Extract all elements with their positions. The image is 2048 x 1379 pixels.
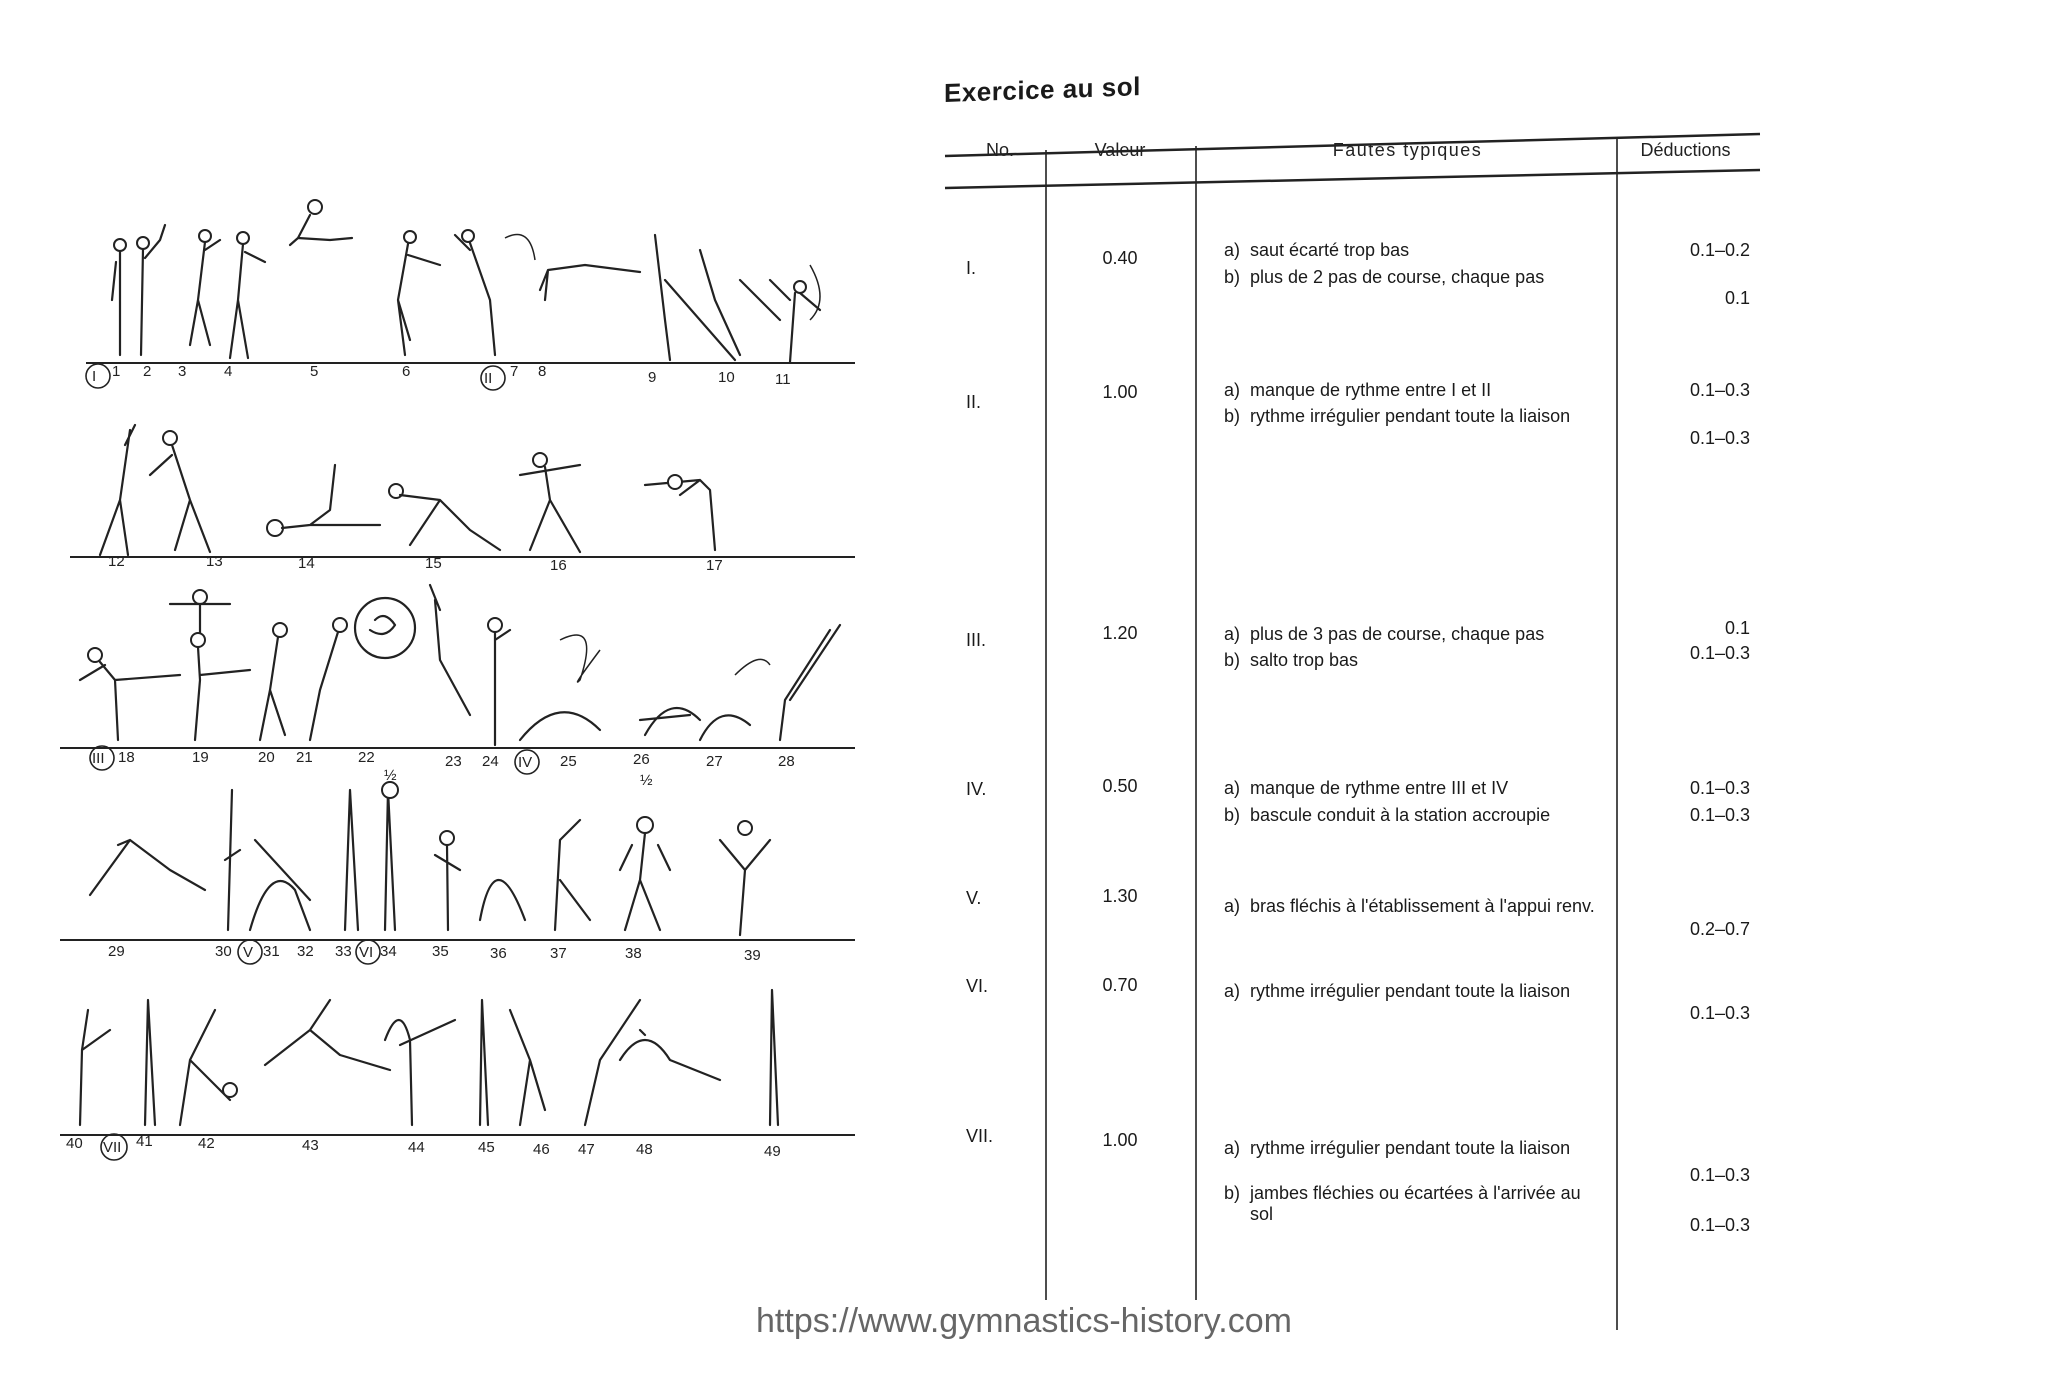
figure-number: 33	[335, 943, 352, 960]
figure-number: 35	[432, 943, 449, 960]
figure-number: 6	[402, 363, 411, 380]
figure-number: 12	[108, 553, 125, 570]
deduction-value: 0.1–0.3	[1689, 380, 1750, 400]
deduction-value: 0.1–0.3	[1689, 428, 1750, 448]
section-marker: VII	[103, 1139, 122, 1156]
deduction-value: 0.1–0.3	[1689, 1165, 1750, 1185]
row-number: I.	[966, 258, 977, 278]
row-value: 1.00	[1102, 382, 1138, 402]
fault-item: b) plus de 2 pas de course, chaque pas	[1224, 267, 1545, 287]
figure-number: 34	[380, 943, 397, 960]
figure-number: 4	[224, 363, 233, 380]
figure-number: 1	[112, 363, 121, 380]
fault-item: a) rythme irrégulier pendant toute la liaison	[1224, 1138, 1571, 1158]
figure-number: 36	[490, 945, 507, 962]
figure-number: 23	[445, 753, 462, 770]
figure-number: 49	[764, 1143, 781, 1160]
figure-number: 31	[263, 943, 280, 960]
figure-number: 27	[706, 753, 723, 770]
figure-number: 40	[66, 1135, 83, 1152]
row-value: 0.70	[1102, 975, 1138, 995]
fault-item: a) saut écarté trop bas	[1224, 240, 1410, 260]
header-deductions: Déductions	[1640, 140, 1731, 160]
deduction-value: 0.1	[1724, 618, 1750, 638]
figure-number: 16	[550, 557, 567, 574]
fault-item: b) rythme irrégulier pendant toute la liaison	[1224, 406, 1571, 426]
row-value: 1.00	[1102, 1130, 1138, 1150]
figure-number: 9	[648, 369, 657, 386]
fault-item: b) salto trop bas	[1224, 650, 1359, 670]
figure-number: 2	[143, 363, 152, 380]
deduction-value: 0.1–0.3	[1689, 643, 1750, 663]
row-number: II.	[966, 392, 982, 412]
figure-number: 22	[358, 749, 375, 766]
figure-number: 32	[297, 943, 314, 960]
page-title: Exercice au sol	[944, 71, 1141, 108]
fault-item: a) bras fléchis à l'établissement à l'appui renv.	[1224, 896, 1595, 916]
figure-number: 26	[633, 751, 650, 768]
fault-item: a) manque de rythme entre I et II	[1224, 380, 1492, 400]
figures-row-3	[80, 585, 840, 745]
figure-number: 13	[206, 553, 223, 570]
watermark-url: https://www.gymnastics-history.com	[756, 1302, 1292, 1340]
figure-number: 21	[296, 749, 313, 766]
section-marker: III	[92, 750, 105, 767]
row-number: VI.	[966, 976, 989, 996]
row-value: 1.20	[1102, 623, 1138, 643]
row-number: III.	[966, 630, 987, 650]
figure-number: 42	[198, 1135, 215, 1152]
figure-number: 48	[636, 1141, 653, 1158]
figure-number: 37	[550, 945, 567, 962]
ground-lines	[60, 363, 855, 1135]
fault-item: b) jambes fléchies ou écartées à l'arrivée au sol	[1224, 1183, 1581, 1224]
figure-number: 30	[215, 943, 232, 960]
figure-number: 38	[625, 945, 642, 962]
figure-number: 28	[778, 753, 795, 770]
deduction-value: 0.2–0.7	[1689, 919, 1750, 939]
fault-item: a) plus de 3 pas de course, chaque pas	[1224, 624, 1545, 644]
row-value: 1.30	[1102, 886, 1138, 906]
figure-number: 15	[425, 555, 442, 572]
section-marker: I	[92, 368, 97, 385]
figure-number: 44	[408, 1139, 425, 1156]
header-no: No.	[985, 140, 1014, 160]
row-number: V.	[966, 888, 982, 908]
figure-numbers	[66, 363, 795, 1160]
row-value: 0.40	[1102, 248, 1138, 268]
section-marker: II	[484, 370, 493, 387]
deduction-value: 0.1–0.3	[1689, 805, 1750, 825]
deduction-value: 0.1	[1724, 288, 1750, 308]
figure-number: 25	[560, 753, 577, 770]
figure-number: 43	[302, 1137, 319, 1154]
figure-number: 18	[118, 749, 135, 766]
figure-number: 41	[136, 1133, 153, 1150]
section-marker: IV	[518, 754, 533, 771]
figure-number: 29	[108, 943, 125, 960]
figure-number: 39	[744, 947, 761, 964]
figure-number: 11	[775, 371, 791, 388]
figures-row-5	[80, 990, 778, 1125]
deduction-value: 0.1–0.3	[1689, 1215, 1750, 1235]
figure-number: 5	[310, 363, 319, 380]
figures-row-4	[90, 782, 770, 935]
fault-item: a) rythme irrégulier pendant toute la liaison	[1224, 981, 1571, 1001]
row-number: IV.	[966, 779, 987, 799]
section-marker: VI	[359, 944, 374, 961]
figures-row-1	[112, 200, 820, 362]
deduction-value: 0.1–0.3	[1689, 778, 1750, 798]
section-marker: V	[243, 944, 254, 961]
figure-number: 45	[478, 1139, 495, 1156]
header-fautes: Fautes typiques	[1332, 140, 1483, 160]
deduction-value: 0.1–0.3	[1689, 1003, 1750, 1023]
figure-number: 47	[578, 1141, 595, 1158]
figure-number: 14	[298, 555, 315, 572]
figure-number: 17	[706, 557, 723, 574]
figure-number: 19	[192, 749, 209, 766]
fault-item: a) manque de rythme entre III et IV	[1224, 778, 1509, 798]
fraction-annotation: ½	[640, 772, 653, 789]
figure-number: 3	[178, 363, 187, 380]
row-value: 0.50	[1102, 776, 1138, 796]
figure-number: 8	[538, 363, 547, 380]
figures-row-2	[100, 425, 715, 555]
figure-number: 46	[533, 1141, 550, 1158]
figure-number: 10	[718, 369, 735, 386]
figure-number: 24	[482, 753, 499, 770]
figure-number: 7	[510, 363, 519, 380]
row-number: VII.	[966, 1126, 994, 1146]
figure-number: 20	[258, 749, 275, 766]
fraction-annotation: ½	[384, 767, 397, 784]
header-valeur: Valeur	[1094, 140, 1146, 160]
deduction-value: 0.1–0.2	[1689, 240, 1750, 260]
fault-item: b) bascule conduit à la station accroupie	[1224, 805, 1551, 825]
